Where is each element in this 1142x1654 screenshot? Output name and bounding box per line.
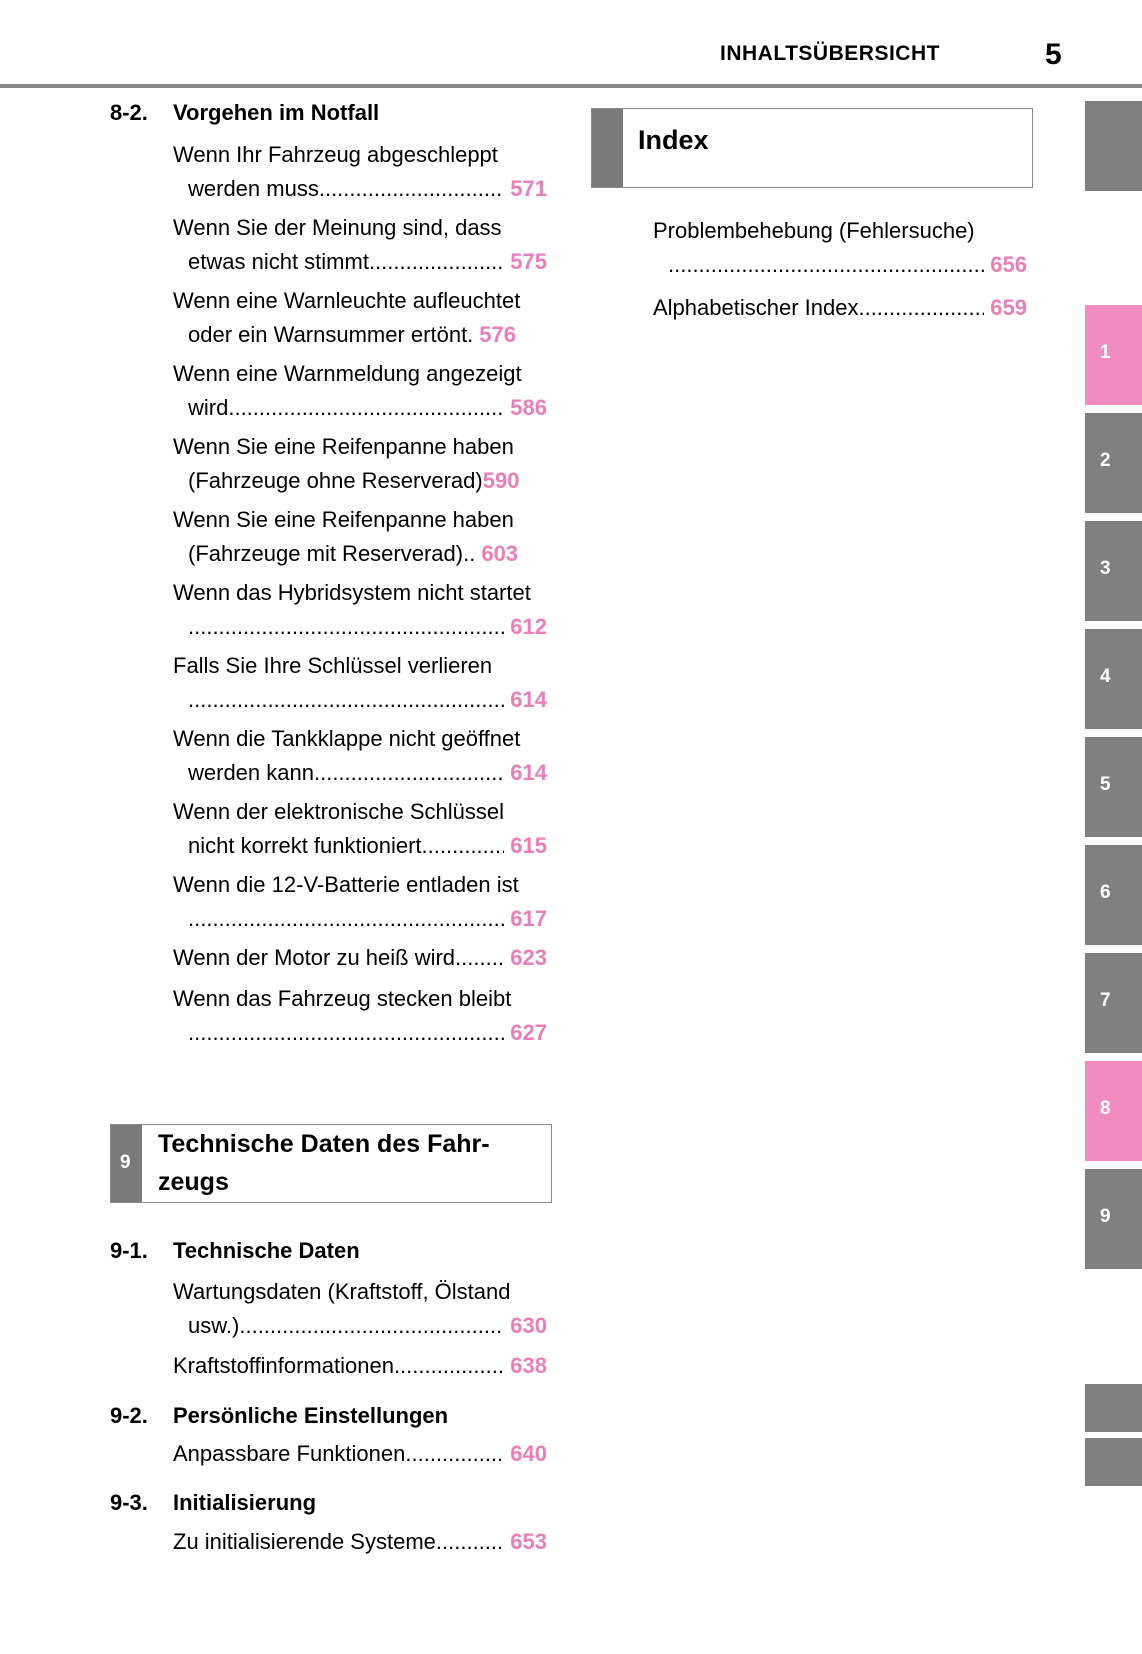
- toc-entry[interactable]: [173, 211, 547, 279]
- section-title: Technische Daten: [173, 1238, 360, 1263]
- toc-entry-line1: Wenn der elektronische Schlüssel: [173, 799, 504, 824]
- page-link[interactable]: 575: [510, 249, 547, 274]
- chapter-title-line2: zeugs: [158, 1168, 229, 1196]
- leader-dots: [239, 1309, 504, 1343]
- toc-entry[interactable]: [173, 982, 547, 1050]
- section-number: 8-2.: [110, 100, 148, 125]
- toc-entry[interactable]: [653, 291, 1027, 325]
- leader-dots: [228, 391, 504, 425]
- section-title: Vorgehen im Notfall: [173, 100, 380, 125]
- toc-entry[interactable]: [173, 795, 547, 863]
- toc-entry-line1: Wenn das Fahrzeug stecken bleibt: [173, 986, 512, 1011]
- leader-dots: [668, 248, 984, 282]
- leader-dots: [394, 1349, 504, 1383]
- toc-entry-line2: wird: [188, 395, 229, 420]
- page-link[interactable]: 612: [510, 614, 547, 639]
- toc-entry-line1: Wenn eine Warnmeldung angezeigt: [173, 361, 522, 386]
- toc-entry[interactable]: [173, 1275, 547, 1343]
- tab-label: 1: [1100, 342, 1111, 363]
- toc-entry-line1: Wenn die Tankklappe nicht geöffnet: [173, 726, 521, 751]
- leader-dots: [188, 610, 504, 644]
- chapter-title: [158, 1125, 490, 1201]
- toc-entry-line1: Wenn Sie der Meinung sind, dass: [173, 215, 502, 240]
- page-link[interactable]: 590: [482, 468, 520, 493]
- section-heading-9-1: [110, 1238, 360, 1264]
- thumb-tab-6[interactable]: [1085, 845, 1142, 945]
- page-link[interactable]: 653: [510, 1529, 547, 1554]
- thumb-tab-1[interactable]: [1085, 305, 1142, 405]
- toc-entry[interactable]: [173, 576, 547, 644]
- toc-entry-line1: Wenn die 12-V-Batterie entladen ist: [173, 872, 519, 897]
- toc-entry-line1: Wenn Sie eine Reifenpanne haben: [173, 434, 514, 459]
- leader-dots: [188, 683, 504, 717]
- thumb-tab-4[interactable]: [1085, 629, 1142, 729]
- page-link[interactable]: 617: [510, 906, 547, 931]
- page-link[interactable]: 638: [510, 1353, 547, 1378]
- page-link[interactable]: 627: [510, 1020, 547, 1045]
- toc-entry[interactable]: [653, 214, 1027, 282]
- toc-entry[interactable]: [173, 138, 547, 206]
- toc-entry-line2: werden muss: [188, 176, 319, 201]
- header-divider: [0, 84, 1142, 88]
- index-bar: [592, 109, 623, 187]
- section-number: 9-2.: [110, 1403, 148, 1428]
- toc-entry-line1: Problembehebung (Fehlersuche): [653, 218, 975, 243]
- leader-dots: [369, 245, 504, 279]
- page-link[interactable]: 614: [510, 687, 547, 712]
- tab-label: 8: [1100, 1098, 1111, 1119]
- toc-entry[interactable]: [173, 503, 547, 571]
- toc-entry[interactable]: [173, 941, 547, 975]
- thumb-tab-7[interactable]: [1085, 953, 1142, 1053]
- toc-entry-line1: Wenn Sie eine Reifenpanne haben: [173, 507, 514, 532]
- leader-dots: [422, 829, 505, 863]
- toc-entry-line2: (Fahrzeuge ohne Reserverad): [188, 468, 483, 493]
- section-title: Initialisierung: [173, 1490, 317, 1515]
- page-link[interactable]: 640: [510, 1441, 547, 1466]
- header-title: INHALTSÜBERSICHT: [720, 42, 940, 65]
- toc-entry-line1: Wenn der Motor zu heiß wird: [173, 945, 456, 970]
- toc-entry-line2: (Fahrzeuge mit Reserverad)..: [188, 541, 476, 566]
- tab-label: 5: [1100, 774, 1111, 795]
- tab-label: 7: [1100, 990, 1111, 1011]
- thumb-tab-5[interactable]: [1085, 737, 1142, 837]
- leader-dots: [188, 902, 504, 936]
- tab-label: 4: [1100, 666, 1111, 687]
- leader-dots: [858, 291, 984, 325]
- toc-entry-line1: Zu initialisierende Systeme: [173, 1529, 436, 1554]
- toc-entry-line1: Wenn Ihr Fahrzeug abgeschleppt: [173, 142, 498, 167]
- tab-label: 6: [1100, 882, 1111, 903]
- section-number: 9-3.: [110, 1490, 148, 1515]
- thumb-tab-blank[interactable]: [1085, 1438, 1142, 1486]
- toc-entry-line1: Wartungsdaten (Kraftstoff, Ölstand: [173, 1279, 511, 1304]
- page-link[interactable]: 615: [510, 833, 547, 858]
- section-heading-9-2: [110, 1403, 448, 1429]
- toc-entry-line2: etwas nicht stimmt: [188, 249, 369, 274]
- toc-entry[interactable]: [173, 284, 547, 352]
- page-link[interactable]: 571: [510, 176, 547, 201]
- toc-entry[interactable]: [173, 649, 547, 717]
- page-link[interactable]: 623: [510, 945, 547, 970]
- tab-label: 2: [1100, 450, 1111, 471]
- chapter-number: 9: [120, 1152, 131, 1173]
- leader-dots: [314, 756, 504, 790]
- thumb-tab-3[interactable]: [1085, 521, 1142, 621]
- leader-dots: [455, 941, 504, 975]
- thumb-tab-2[interactable]: [1085, 413, 1142, 513]
- toc-entry-line2: nicht korrekt funktioniert: [188, 833, 422, 858]
- toc-entry-line2: oder ein Warnsummer ertönt.: [188, 322, 474, 347]
- thumb-tab-8[interactable]: [1085, 1061, 1142, 1161]
- toc-entry-line1: Kraftstoffinformationen: [173, 1353, 394, 1378]
- section-title: Persönliche Einstellungen: [173, 1403, 449, 1428]
- toc-entry[interactable]: [173, 1349, 547, 1383]
- toc-entry[interactable]: [173, 1437, 547, 1471]
- toc-entry[interactable]: [173, 430, 547, 498]
- section-number: 9-1.: [110, 1238, 148, 1263]
- chapter-bar: [111, 1125, 142, 1202]
- index-title: Index: [638, 125, 709, 155]
- leader-dots: [319, 172, 504, 206]
- section-heading-8-2: [110, 100, 379, 126]
- toc-entry-line1: Wenn eine Warnleuchte aufleuchtet: [173, 288, 521, 313]
- page-link[interactable]: 656: [990, 252, 1027, 277]
- page-link[interactable]: 603: [481, 541, 519, 566]
- page-number: 5: [1045, 38, 1062, 71]
- leader-dots: [405, 1437, 504, 1471]
- chapter-9-heading: [110, 1124, 552, 1203]
- toc-entry-line1: Wenn das Hybridsystem nicht startet: [173, 580, 531, 605]
- toc-entry[interactable]: [173, 1525, 547, 1559]
- page-link[interactable]: 576: [479, 322, 517, 347]
- thumb-tab-9[interactable]: [1085, 1169, 1142, 1269]
- toc-entry-line1: Anpassbare Funktionen: [173, 1441, 406, 1466]
- tab-label: 3: [1100, 558, 1111, 579]
- page-link[interactable]: 614: [510, 760, 547, 785]
- page-link[interactable]: 586: [510, 395, 547, 420]
- index-heading: [591, 108, 1033, 188]
- toc-entry-line1: Alphabetischer Index: [653, 295, 859, 320]
- thumb-tab-blank[interactable]: [1085, 101, 1142, 191]
- leader-dots: [436, 1525, 504, 1559]
- tab-label: 9: [1100, 1206, 1111, 1227]
- toc-entry-line1: Falls Sie Ihre Schlüssel verlieren: [173, 653, 493, 678]
- toc-entry[interactable]: [173, 868, 547, 936]
- chapter-title-line1: Technische Daten des Fahr-: [158, 1130, 490, 1158]
- section-heading-9-3: [110, 1490, 316, 1516]
- toc-entry[interactable]: [173, 357, 547, 425]
- toc-entry-line2: werden kann: [188, 760, 314, 785]
- thumb-tab-blank[interactable]: [1085, 1384, 1142, 1432]
- toc-entry-line2: usw.): [188, 1313, 240, 1338]
- leader-dots: [188, 1016, 504, 1050]
- page-link[interactable]: 659: [990, 295, 1027, 320]
- page-link[interactable]: 630: [510, 1313, 547, 1338]
- toc-entry[interactable]: [173, 722, 547, 790]
